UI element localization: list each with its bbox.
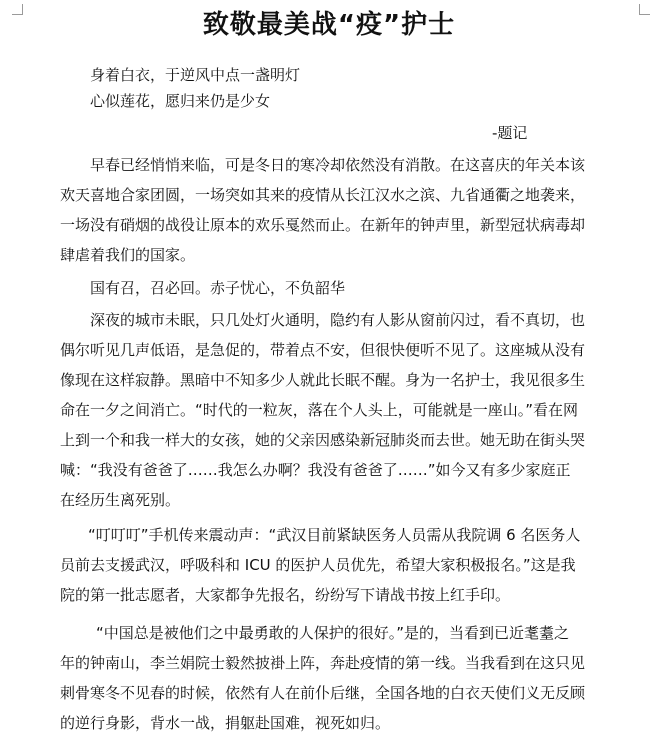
paragraph-line: 喊：“我没有爸爸了……我怎么办啊？我没有爸爸了……”如今又有多少家庭正 <box>60 461 571 479</box>
paragraph-line: 肆虐着我们的国家。 <box>60 246 196 264</box>
paragraph-line: 刺骨寒冬不见春的时候，依然有人在前仆后继，全国各地的白衣天使们义无反顾 <box>60 684 586 702</box>
paragraph-line: 的逆行身影，背水一战，捐躯赴国难，视死如归。 <box>60 714 391 732</box>
paragraph-line: “叮叮叮”手机传来震动声：“武汉目前紧缺医务人员需从我院调 6 名医务人 <box>88 526 581 544</box>
epigraph-line: 心似莲花，愿归来仍是少女 <box>90 92 271 110</box>
paragraph-line: 像现在这样寂静。黑暗中不知多少人就此长眠不醒。身为一名护士，我见很多生 <box>60 371 586 389</box>
paragraph-line: 上到一个和我一样大的女孩，她的父亲因感染新冠肺炎而去世。她无助在街头哭 <box>60 431 586 449</box>
paragraph-line: 员前去支援武汉，呼吸科和 ICU 的医护人员优先，希望大家积极报名。”这是我 <box>60 556 576 574</box>
epigraph-line: 身着白衣，于逆风中点一盏明灯 <box>90 66 301 84</box>
paragraph-line: 命在一夕之间消亡。“时代的一粒灰，落在个人头上，可能就是一座山。”看在网 <box>60 401 579 419</box>
paragraph-line: 在经历生离死别。 <box>60 491 181 509</box>
paragraph-line: 偶尔听见几声低语，是急促的，带着点不安，但很快便听不见了。这座城从没有 <box>60 341 586 359</box>
document-title: 致敬最美战“疫”护士 <box>202 10 456 40</box>
paragraph-line: 深夜的城市未眠，只几处灯火通明，隐约有人影从窗前闪过，看不真切，也 <box>90 311 586 329</box>
paragraph-line: “中国总是被他们之中最勇敢的人保护的很好。”是的，当看到已近耄耋之 <box>96 624 570 642</box>
paragraph-line: 年的钟南山，李兰娟院士毅然披褂上阵，奔赴疫情的第一线。当我看到在这只见 <box>60 654 586 672</box>
paragraph-line: 欢天喜地合家团圆，一场突如其来的疫情从长江汉水之滨、九省通衢之地袭来， <box>60 186 586 204</box>
paragraph-line: 一场没有硝烟的战役让原本的欢乐戛然而止。在新年的钟声里，新型冠状病毒却 <box>60 216 586 234</box>
paragraph-line: 院的第一批志愿者，大家都争先报名，纷纷写下请战书按上红手印。 <box>60 586 511 604</box>
paragraph-line: 早春已经悄悄来临，可是冬日的寒冷却依然没有消散。在这喜庆的年关本该 <box>90 156 586 174</box>
paragraph-line: 国有召，召必回。赤子忧心，不负韶华 <box>90 279 346 297</box>
epigraph-signature: -题记 <box>492 124 528 142</box>
